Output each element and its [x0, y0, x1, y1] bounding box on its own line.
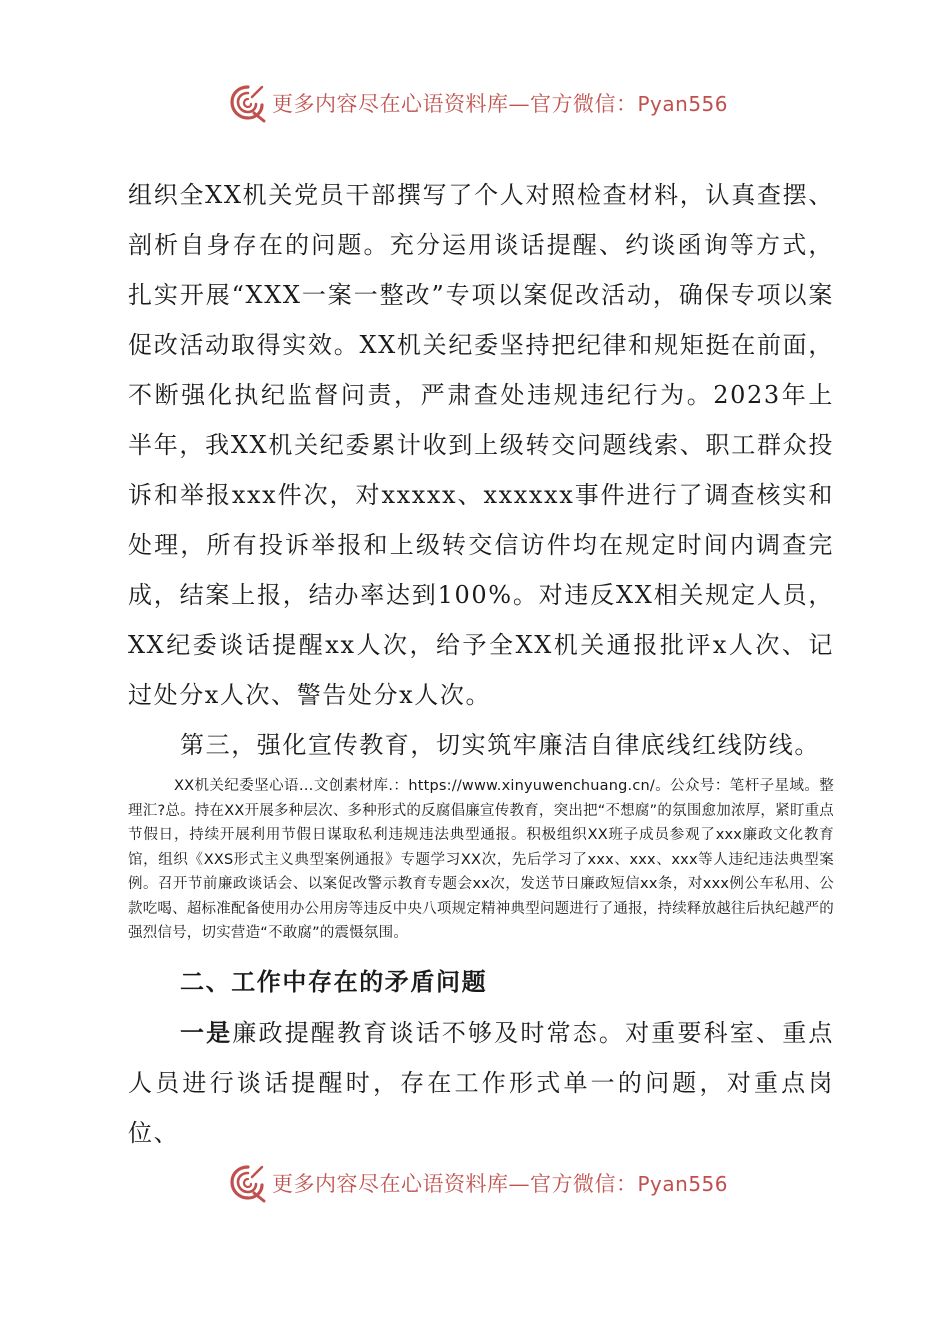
- watermark-text: [272, 88, 728, 118]
- paragraph-propaganda-education: XX机关纪委坚心语…文创素材库.：https://www.xinyuwenchuang.cn/。公众号：笔杆子星域。整理汇?总。持在XX开展多种层次、多种形式的反腐倡廉宣传教育，突出把“不想腐”的氛围愈加浓厚，紧盯重点节假日，持续开展利用节假日谋取私利违规违法典型通报。积极组织XX班子成员参观了xxx廉政文化教育馆，组织《XXS形式主义典型案例通报》专题学习XX次，先后学习了xxx、xxx、xxx等人违纪违法典型案例。召开节前廉政谈话会、以案促改警示教育专题会xx次，发送节日廉政短信xx条，对xxx例公车私用、公款吃喝、超标准配备使用办公用房等违反中央八项规定精神典型问题进行了通报，持续释放越往后执纪越严的强烈信号，切实营造“不敢腐”的震慑氛围。: [128, 778, 834, 941]
- section-heading-problems: 二、工作中存在的矛盾问题: [180, 966, 488, 996]
- paragraph-discipline-enforcement: 组织全XX机关党员干部撰写了个人对照检查材料，认真查摆、剖析自身存在的问题。充分运用谈话提醒、约谈函询等方式，扎实开展“XXX一案一整改”专项以案促改活动，确保专项以案促改活动取得实效。XX机关纪委坚持把纪律和规矩挺在前面，不断强化执纪监督问责，严肃查处违规违纪行为。2023年上半年，我XX机关纪委累计收到上级转交问题线索、职工群众投诉和举报xxx件次，对xxxxx、xxxxxx事件进行了调查核实和处理，所有投诉举报和上级转交信访件均在规定时间内调查完成，结案上报，结办率达到100%。对违反XX相关规定人员，XX纪委谈话提醒xx人次，给予全XX机关通报批评x人次、记过处分x人次、警告处分x人次。: [128, 181, 834, 709]
- watermark-banner-bottom: [228, 1160, 748, 1206]
- swirl-logo-icon: [228, 83, 268, 123]
- paragraph-third-point: 第三，强化宣传教育，切实筑牢廉洁自律底线红线防线。: [180, 731, 820, 759]
- document-page: [128, 170, 834, 1158]
- paragraph-first-problem: [128, 1008, 834, 1158]
- swirl-logo-icon: [228, 1163, 268, 1203]
- watermark-main-text: 更多内容尽在心语资料库—官方微信：: [272, 92, 638, 116]
- watermark-wechat-id: Pyan556: [637, 1172, 729, 1196]
- watermark-main-text: 更多内容尽在心语资料库—官方微信：: [272, 1172, 638, 1196]
- paragraph-first-problem-text: 廉政提醒教育谈话不够及时常态。对重要科室、重点人员进行谈话提醒时，存在工作形式单一的问题，对重点岗位、: [128, 1018, 834, 1147]
- watermark-banner-top: [228, 80, 748, 126]
- watermark-text: [272, 1168, 728, 1198]
- watermark-wechat-id: Pyan556: [637, 92, 729, 116]
- paragraph-lead-marker: 一是: [180, 1017, 233, 1047]
